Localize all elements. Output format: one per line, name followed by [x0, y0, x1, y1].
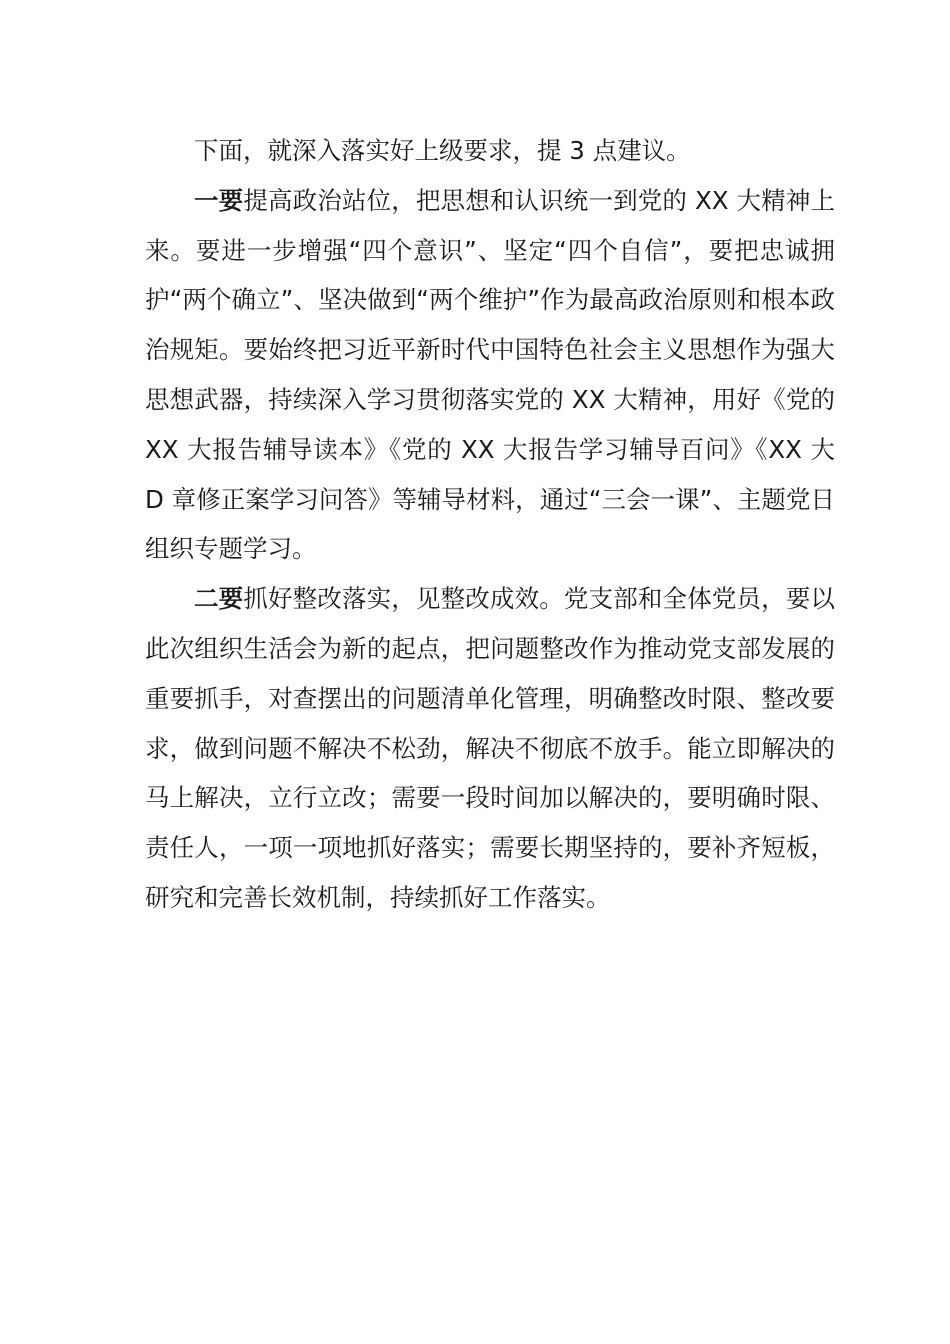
- document-body: [145, 126, 835, 923]
- point-paragraph-2: [145, 574, 835, 923]
- point-paragraph-1: [145, 176, 835, 574]
- point-lead-1: 一要: [194, 185, 244, 215]
- intro-text: 下面，就深入落实好上级要求，提 3 点建议。: [194, 136, 691, 165]
- point-lead-2: 二要: [194, 584, 244, 614]
- point-text-2: 抓好整改落实，见整改成效。党支部和全体党员，要以此次组织生活会为新的起点，把问题整改作为推动党支部发展的重要抓手，对查摆出的问题清单化管理，明确整改时限、整改要求，做到问题不解决不松劲，解决不彻底不放手。能立即解决的马上解决，立行立改；需要一段时间加以解决的，要明确时限、责任人，一项一项地抓好落实；需要长期坚持的，要补齐短板，研究和完善长效机制，持续抓好工作落实。: [145, 584, 836, 912]
- point-text-1: 提高政治站位，把思想和认识统一到党的 XX 大精神上来。要进一步增强“四个意识”、坚定“四个自信”，要把忠诚拥护“两个确立”、坚决做到“两个维护”作为最高政治原则和根本政治规矩。要始终把习近平新时代中国特色社会主义思想作为强大思想武器，持续深入学习贯彻落实党的 XX 大精神，用好《党的 XX 大报告辅导读本》《党的 XX 大报告学习辅导百问》《XX 大 D 章修正案学习问答》等辅导材料，通过“三会一课”、主题党日组织专题学习。: [145, 185, 835, 564]
- intro-paragraph: [145, 126, 835, 176]
